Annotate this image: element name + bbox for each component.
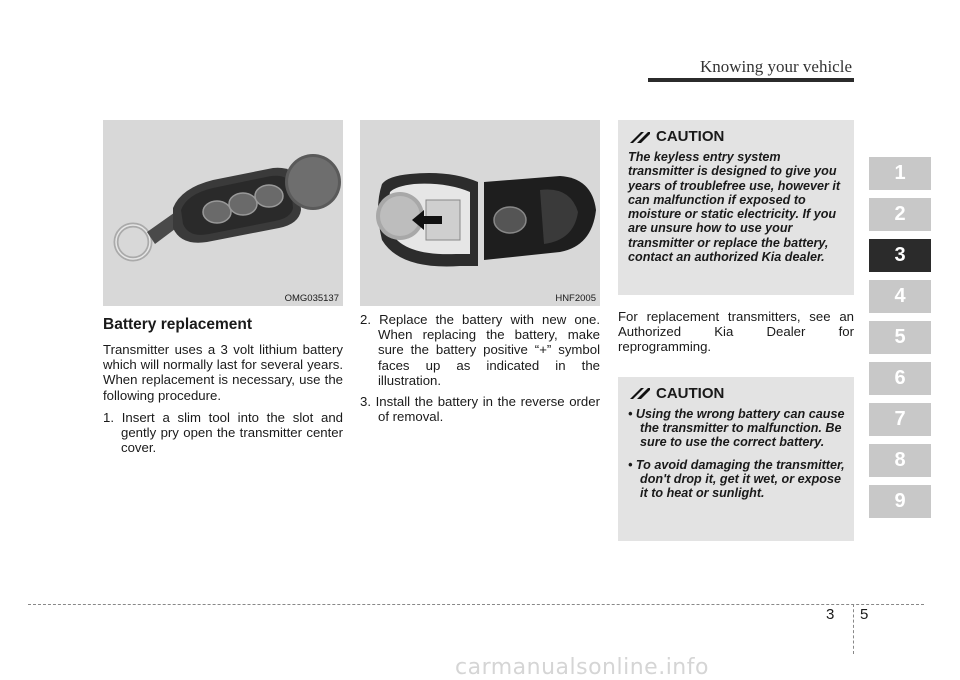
column-cautions: [618, 120, 854, 541]
chapter-tab-9[interactable]: 9: [869, 485, 931, 518]
intro-paragraph: Transmitter uses a 3 volt lithium battery which will normally last for several years. When replacement is necessary, use the following procedure.: [103, 342, 343, 403]
step-1: 1. Insert a slim tool into the slot and gently pry open the transmitter center cover.: [103, 409, 343, 456]
chapter-tab-6[interactable]: 6: [869, 362, 931, 395]
caution-item: • Using the wrong battery can cause the transmitter to malfunction. Be sure to use the correct battery.: [628, 406, 845, 450]
step-3: 3. Install the battery in the reverse order of removal.: [360, 394, 600, 425]
image-code: HNF2005: [555, 293, 596, 304]
footer-rule: [28, 604, 924, 605]
chapter-tab-3[interactable]: 3: [869, 239, 931, 272]
image-code: OMG035137: [284, 293, 339, 304]
page-number: 5: [860, 606, 869, 623]
chapter-tabs: [869, 157, 931, 526]
caution-slash-icon: [628, 386, 650, 400]
chapter-tab-5[interactable]: 5: [869, 321, 931, 354]
caution-box-battery: [618, 377, 854, 541]
column-steps: [360, 120, 600, 430]
key-fob-illustration: [103, 120, 343, 306]
key-fob-photo: [103, 120, 343, 306]
step-2: 2. Replace the battery with new one. When replacing the battery, make sure the battery positive “+” symbol faces up as indicated in the illustration.: [360, 312, 600, 388]
chapter-tab-2[interactable]: 2: [869, 198, 931, 231]
section-heading: Battery replacement: [103, 316, 253, 333]
watermark: carmanualsonline.info: [455, 655, 709, 680]
header-rule: [648, 78, 854, 82]
caution-title: CAUTION: [656, 384, 725, 402]
caution-box-keyless: [618, 120, 854, 295]
chapter-tab-4[interactable]: 4: [869, 280, 931, 313]
chapter-tab-8[interactable]: 8: [869, 444, 931, 477]
footer-divider: [853, 604, 854, 654]
chapter-tab-1[interactable]: 1: [869, 157, 931, 190]
caution-slash-icon: [628, 130, 650, 144]
column-battery-replacement: [103, 120, 343, 461]
replacement-note: For replacement transmitters, see an Authorized Kia Dealer for reprogramming.: [618, 309, 854, 355]
chapter-tab-7[interactable]: 7: [869, 403, 931, 436]
open-transmitter-illustration: [360, 120, 600, 306]
open-transmitter-photo: [360, 120, 600, 306]
page-chapter-number: 3: [826, 606, 835, 623]
caution-item: • To avoid damaging the transmitter, don't drop it, get it wet, or expose it to heat or sunlight.: [628, 457, 845, 501]
caution-text: The keyless entry system transmitter is designed to give you years of troublefree use, however it can malfunction if exposed to moisture or static electricity. If you are unsure how to use your transmitter or replace the battery, contact an authorized Kia dealer.: [628, 150, 841, 265]
caution-title: CAUTION: [656, 128, 725, 145]
header-title: Knowing your vehicle: [699, 57, 852, 76]
